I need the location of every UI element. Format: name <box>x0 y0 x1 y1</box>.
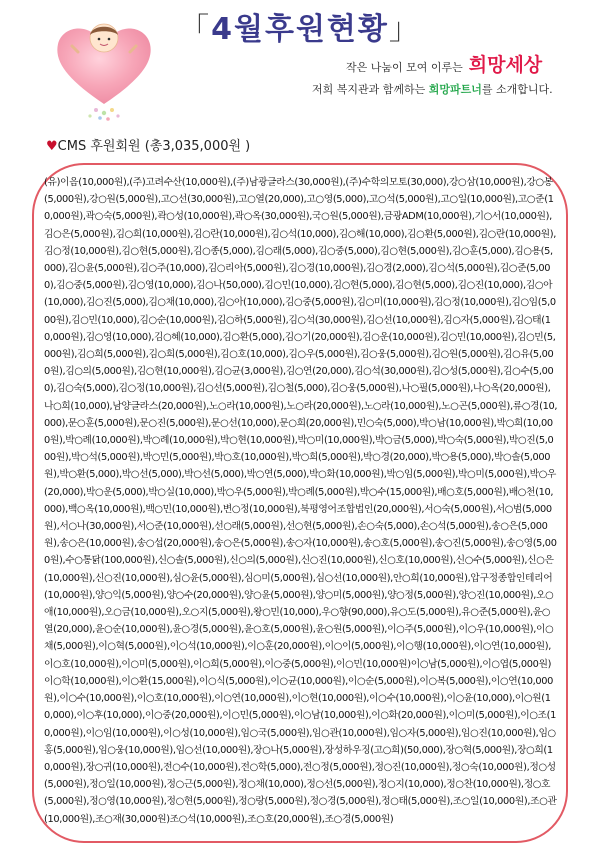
donor-list-text: (유)이음(10,000원),(주)고려수산(10,000원),(주)남광글라스(30,000원),(주)수학의모토(30,000),강○삼(10,000원),강○봉(5,000원),강○원(5,000원),고○선(30,000원),고○열(20,000),고○영(5,000),고○석(5,000원),고○일(10,000원),고○준(10,000원),곽○숙(5,000원),곽○성(10,000원),곽○옥(30,000원),국○원(5,000원),금광ADM(10,000원),기○서(10,000원),김○은(5,000원),김○희(10,000원),김○란(10,000원),김○석(10,000),김○해(10,000),김○환(5,000원),김○란(10,000원),김○정(10,000원),김○현(5,000원),김○종(5,000),김○래(5,000),김○중(5,000),김○현(5,000원),김○훈(5,000),김○용(5,000),김○윤(5,000원),김○주(10,000),김○리아(5,000원),김○경(10,000원),김○경(2,000),김○석(5,000원),김○준(5,000),김○중(5,000원),김○영(10,000),김○나(50,000),김○민(10,000),김○현(5,000),김○현(5,000),김○진(10,000),김○아(10,000),김○진(5,000),김○채(10,000),김○아(10,000),김○중(5,000원),김○미(10,000원),김○정(10,000원),김○임(5,000원),김○민(10,000),김○순(10,000원),김○하(5,000원),김○석(30,000원),김○선(10,000원),김○자(5,000원),김○태(10,000원),김○영(10,000),김○혜(10,000),김○환(5,000),김○기(20,000원),김○운(10,000원),김○민(10,000원),김○민(5,000원),김○희(5,000원),김○희(5,000원),김○호(10,000),김○우(5,000원),김○웅(5,000원),김○원(5,000원),김○유(5,000원),김○의(5,000원),김○현(10,000원),김○균(3,000원),김○연(20,000),김○석(30,000원),김○성(5,000원),김○수(5,000),김○숙(5,000),김○정(10,000원),김○선(5,000원),김○철(5,000),김○웅(5,000원),나○필(5,000원),나○옥(20,000원),나○희(10,000),남양글라스(20,000원),노○라(10,000원),노○라(20,000원),노○라(10,000원),노○곤(5,000원),류○경(10,000),문○훈(5,000원),문○진(5,000원),문○선(10,000),문○희(20,000원),민○숙(5,000),박○남(10,000원),박○희(10,000원),박○례(10,000원),박○례(10,000원),박○현(10,000원),박○미(10,000원),박○금(5,000),박○숙(5,000원),박○진(5,000원),박○석(5,000원),박○민(5,000원),박○호(10,000원),박○희(5,000원),박○경(20,000),박○용(5,000),박○솔(5,000원),박○환(5,000),박○선(5,000),박○선(5,000),박○연(5,000),박○화(10,000원),박○임(5,000원),박○미(5,000원),박○우(20,000),박○운(5,000),박○실(10,000),박○우(5,000원),박○례(5,000원),박○수(15,000원),배○호(5,000원),배○천(10,000),백○옥(10,000원),백○민(10,000원),변○정(10,000원),북평영어조합법인(20,000원),서○숙(5,000원),서○범(5,000원),서○나(30,000원),서○준(10,000원),선○래(5,000원),선○현(5,000원),손○숙(5,000),손○석(5,000원),송○은(5,000원),송○은(10,000원),송○섭(20,000원),송○은(5,000원),송○자(10,000원),송○호(5,000원),송○진(5,000원),송○영(5,000원),수○통닭(100,000원),신○솔(5,000원),신○의(5,000원),신○진(10,000원),신○호(10,000원),신○수(5,000원),신○은(10,000원),신○진(10,000원),심○윤(5,000원),심○미(5,000원),심○선(10,000원),안○희(10,000원),압구정종합인테리어(10,000원),양○익(5,000원),양○수(20,000원),양○윤(5,000원),양○미(5,000원),양○정(5,000원),양○진(10,000원),오○애(10,000원),오○금(10,000원),오○지(5,000원),왕○민(10,000),우○향(90,000),유○도(5,000원),유○준(5,000원),윤○열(20,000),윤○순(10,000원),윤○경(5,000원),윤○호(5,000원),윤○원(5,000원),이○주(5,000원),이○우(10,000원),이○채(5,000원),이○혁(5,000원),이○석(10,000원),이○훈(20,000원),이○이(5,000원),이○행(10,000원),이○연(10,000원),이○호(10,000원),이○미(5,000원),이○희(5,000원),이○중(5,000원),이○민(10,000원)이○남(5,000원),이○엽(5,000원)이○학(10,000원),이○환(15,000원),이○식(5,000원),이○균(10,000원),이○순(5,000원),이○복(5,000원),이○연(10,000원),이○수(10,000원),이○호(10,000원),이○연(10,000원),이○현(10,000원),이○수(10,000원),이○윤(10,000),이○원(10,000),이○후(10,000),이○중(20,000원),이○민(5,000원),이○남(10,000원),이○화(20,000원),이○미(5,000원),이○조(10,000원),이○임(10,000원),이○성(10,000원),임○국(5,000원),임○관(10,000원),임○자(5,000원),임○진(10,000원),임○홍(5,000원),임○웅(10,000원),임○선(10,000원),장○나(5,000원),장성하우징(고○희)(50,000),장○혁(5,000원),장○희(10,000원),장○귀(10,000원),전○수(10,000원),전○학(5,000),전○정(5,000원),정○진(10,000원),정○숙(10,000원),정○성(5,000원),정○일(10,000원),정○근(5,000원),정○채(10,000),정○선(5,000원),정○지(10,000),정○찬(10,000원),정○호(5,000원),정○영(10,000원),정○현(5,000원),정○랑(5,000원),정○경(5,000원),정○태(5,000원),조○일(10,000원),조○관(10,000원),조○재(30,000원)조○석(10,000원),조○호(20,000원),조○경(5,000원) <box>44 177 558 825</box>
title-bracket-close: 」 <box>388 12 421 47</box>
tagline-text: 작은 나눔이 모여 이루는 <box>346 61 463 74</box>
page-title <box>150 4 450 48</box>
tagline-primary <box>346 50 542 77</box>
tagline2-prefix: 저희 복지관과 함께하는 <box>312 83 426 96</box>
title-bracket-open: 「 <box>179 12 212 47</box>
section-title: CMS 후원회원 (총3,035,000원 ) <box>57 139 251 154</box>
tagline2-suffix: 를 소개합니다. <box>481 83 553 96</box>
section-heading <box>46 135 250 154</box>
heart-icon: ♥ <box>46 139 58 154</box>
title-text: 4월후원현황 <box>211 12 389 47</box>
heart-balloon-illustration <box>48 18 160 123</box>
tagline-secondary <box>312 81 553 97</box>
partner-label: 희망파트너 <box>428 83 482 96</box>
brand-logo-text: 희망세상 <box>468 54 543 76</box>
page-header <box>0 0 600 120</box>
